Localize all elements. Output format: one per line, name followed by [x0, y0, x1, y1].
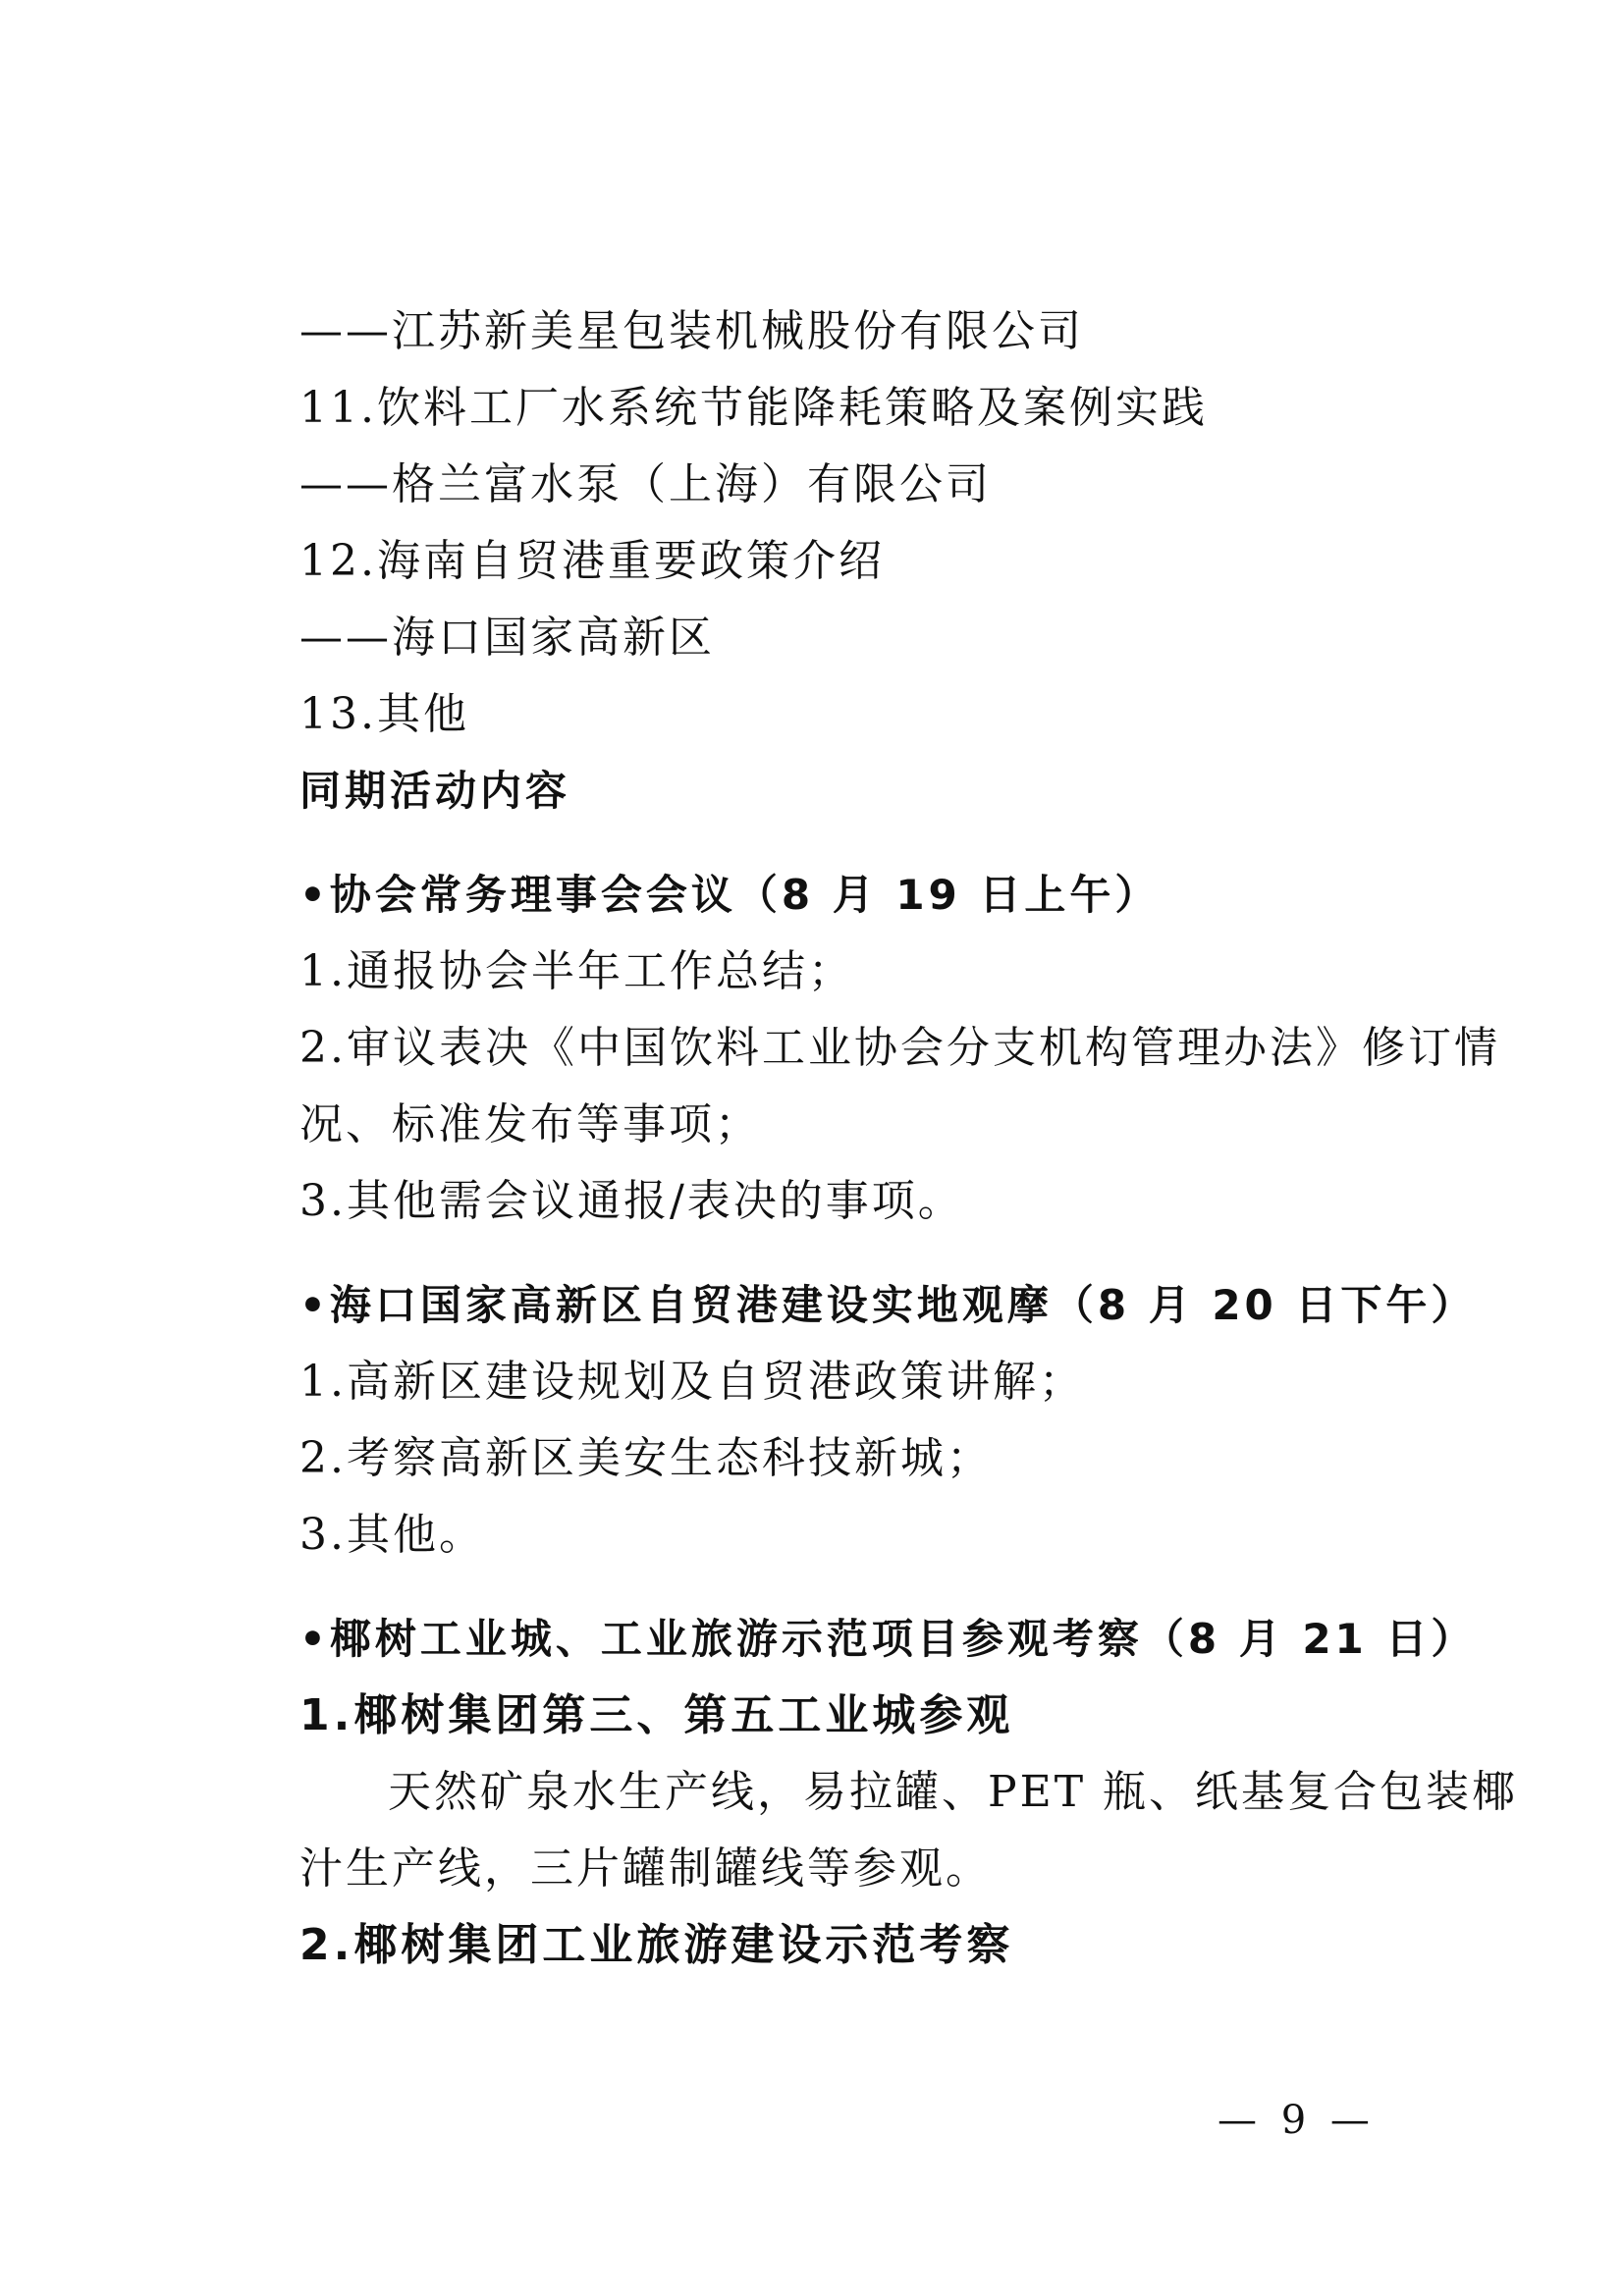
list-item: 1.通报协会半年工作总结； — [299, 946, 854, 996]
subheading: 2.椰树集团工业旅游建设示范考察 — [299, 1920, 1014, 1970]
event-heading-site-visit: •海口国家高新区自贸港建设实地观摩（8 月 20 日下午） — [299, 1281, 1477, 1329]
paragraph-line: 天然矿泉水生产线，易拉罐、PET 瓶、纸基复合包装椰 — [388, 1767, 1519, 1817]
list-item: 1.高新区建设规划及自贸港政策讲解； — [299, 1357, 1085, 1407]
presenter-line-grundfos: ——格兰富水泵（上海）有限公司 — [299, 459, 992, 509]
agenda-item-13: 13.其他 — [299, 689, 469, 739]
agenda-item-11: 11.饮料工厂水系统节能降耗策略及案例实践 — [299, 383, 1208, 433]
list-item: 2.审议表决《中国饮料工业协会分支机构管理办法》修订情 — [299, 1023, 1500, 1073]
list-item: 3.其他需会议通报/表决的事项。 — [299, 1176, 964, 1226]
paragraph-line: 汁生产线，三片罐制罐线等参观。 — [299, 1843, 992, 1894]
list-item-continuation: 况、标准发布等事项； — [299, 1099, 761, 1149]
agenda-item-12: 12.海南自贸港重要政策介绍 — [299, 536, 885, 586]
list-item: 2.考察高新区美安生态科技新城； — [299, 1433, 993, 1483]
section-heading: 同期活动内容 — [299, 767, 571, 815]
subheading: 1.椰树集团第三、第五工业城参观 — [299, 1690, 1014, 1740]
presenter-line-jiangsu: ——江苏新美星包装机械股份有限公司 — [299, 306, 1084, 356]
event-heading-coconut-tour: •椰树工业城、工业旅游示范项目参观考察（8 月 21 日） — [299, 1615, 1477, 1663]
list-item: 3.其他。 — [299, 1510, 485, 1560]
page-number: — 9 — — [1218, 2098, 1376, 2143]
event-heading-council-meeting: •协会常务理事会会议（8 月 19 日上午） — [299, 871, 1161, 919]
presenter-line-haikou: ——海口国家高新区 — [299, 613, 715, 663]
